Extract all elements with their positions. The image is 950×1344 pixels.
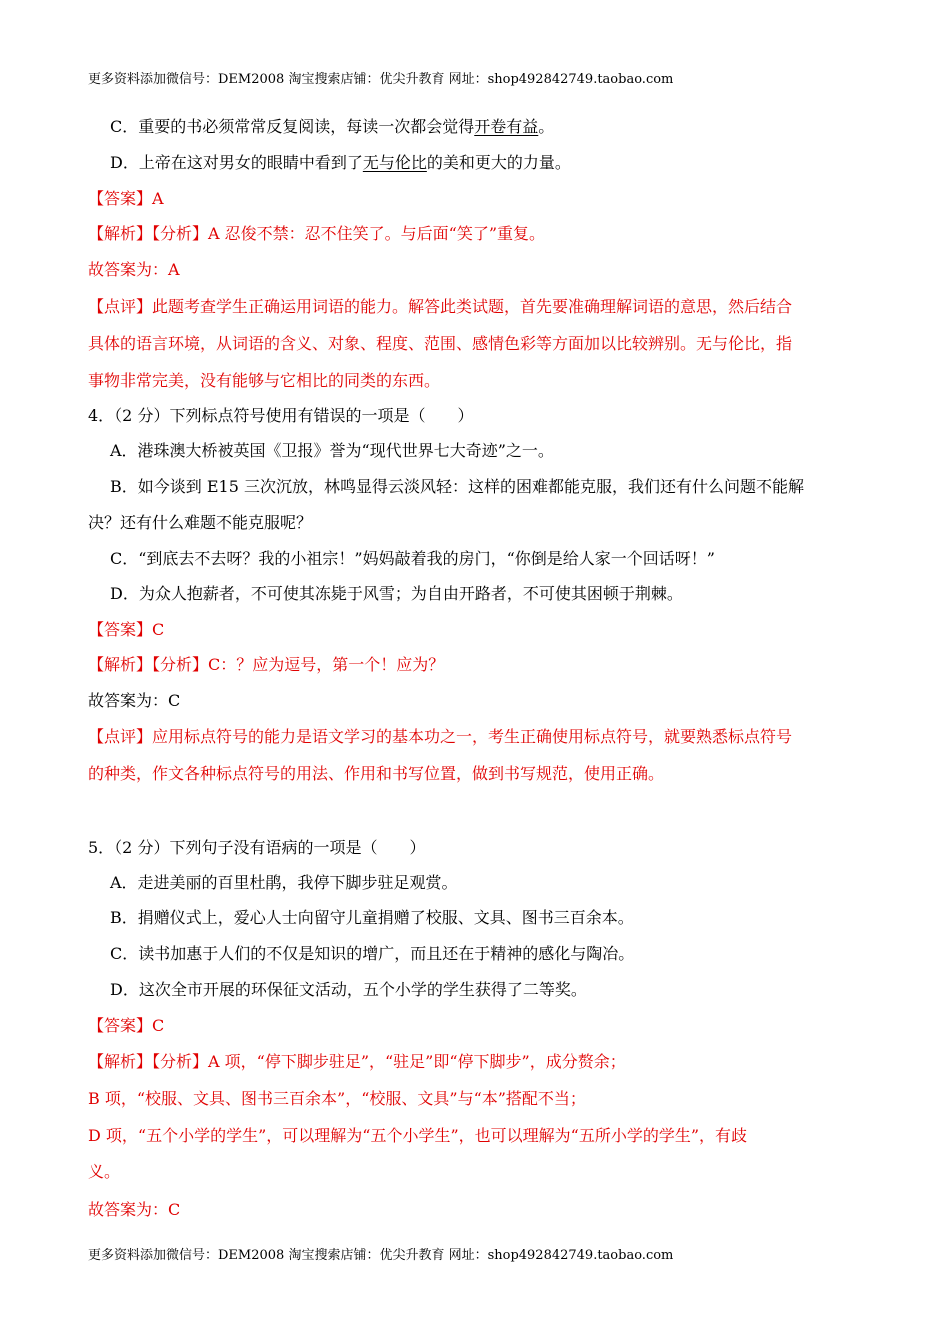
q5-answer: 【答案】C	[88, 1016, 165, 1035]
q5-analysis-line-3: D 项，“五个小学的学生”，可以理解为“五个小学生”，也可以理解为“五所小学的学生”，有歧	[88, 1126, 747, 1145]
q3-comment-line-2: 具体的语言环境，从词语的含义、对象、程度、范围、感情色彩等方面加以比较辨别。无与伦比，指	[88, 334, 793, 353]
q4-option-c: C．“到底去不去呀？我的小祖宗！”妈妈敲着我的房门，“你倒是给人家一个回话呀！”	[110, 549, 715, 568]
q3-option-c	[110, 117, 885, 137]
q5-analysis-line-4: 义。	[88, 1162, 121, 1181]
q4-result: 故答案为：C	[88, 691, 181, 710]
q3-option-c-text: C．重要的书必须常常反复阅读，每读一次都会觉得	[110, 117, 475, 136]
q3-option-d	[110, 153, 885, 173]
q5-option-b: B．捐赠仪式上，爱心人士向留守儿童捐赠了校服、文具、图书三百余本。	[110, 908, 634, 927]
q3-option-d-underlined-word: 无与伦比	[362, 153, 427, 172]
q4-option-d: D．为众人抱薪者，不可使其冻毙于风雪；为自由开路者，不可使其困顿于荆棘。	[110, 584, 683, 603]
q5-analysis-line-1: 【解析】【分析】A 项，“停下脚步驻足”，“驻足”即“停下脚步”，成分赘余；	[88, 1052, 626, 1071]
q3-answer: 【答案】A	[88, 189, 164, 208]
q4-analysis: 【解析】【分析】C：？应为逗号，第一个！应为？	[88, 655, 445, 674]
q5-option-c: C．读书加惠于人们的不仅是知识的增广，而且还在于精神的感化与陶冶。	[110, 944, 635, 963]
q3-analysis: 【解析】【分析】A 忍俊不禁：忍不住笑了。与后面“笑了”重复。	[88, 224, 546, 243]
q3-option-c-end: 。	[538, 117, 555, 136]
q5-analysis-line-2: B 项，“校服、文具、图书三百余本”，“校服、文具”与“本”搭配不当；	[88, 1089, 586, 1108]
q4-option-b-line-1: B．如今谈到 E15 三次沉放，林鸣显得云淡风轻：这样的困难都能克服，我们还有什么问题不能解	[110, 477, 804, 496]
q5-result: 故答案为：C	[88, 1200, 181, 1219]
q3-option-d-end: 的美和更大的力量。	[426, 153, 571, 172]
q4-stem: 4．（2 分）下列标点符号使用有错误的一项是（ ）	[88, 406, 474, 425]
q4-option-a: A．港珠澳大桥被英国《卫报》誉为“现代世界七大奇迹”之一。	[110, 441, 554, 460]
q5-option-a: A．走进美丽的百里杜鹃，我停下脚步驻足观赏。	[110, 873, 458, 892]
q4-comment-line-1: 【点评】应用标点符号的能力是语文学习的基本功之一，考生正确使用标点符号，就要熟悉标点符号	[88, 727, 793, 746]
q4-option-b-line-2: 决？还有什么难题不能克服呢？	[88, 513, 313, 532]
q5-stem: 5．（2 分）下列句子没有语病的一项是（ ）	[88, 838, 426, 857]
page-footer: 更多资料添加微信号：DEM2008 淘宝搜索店铺：优尖升教育 网址：shop492842749.taobao.com	[88, 1248, 674, 1263]
q3-comment-line-1: 【点评】此题考查学生正确运用词语的能力。解答此类试题，首先要准确理解词语的意思，然后结合	[88, 297, 793, 316]
q4-comment-line-2: 的种类，作文各种标点符号的用法、作用和书写位置，做到书写规范，使用正确。	[88, 764, 665, 783]
q3-option-c-underlined-word: 开卷有益	[474, 117, 539, 136]
q3-option-d-text: D．上帝在这对男女的眼睛中看到了	[110, 153, 363, 172]
q3-result: 故答案为：A	[88, 260, 180, 279]
q5-option-d: D．这次全市开展的环保征文活动，五个小学的学生获得了二等奖。	[110, 980, 587, 999]
q3-comment-line-3: 事物非常完美，没有能够与它相比的同类的东西。	[88, 371, 441, 390]
q4-answer: 【答案】C	[88, 620, 165, 639]
page-header: 更多资料添加微信号：DEM2008 淘宝搜索店铺：优尖升教育 网址：shop492842749.taobao.com	[88, 72, 674, 87]
